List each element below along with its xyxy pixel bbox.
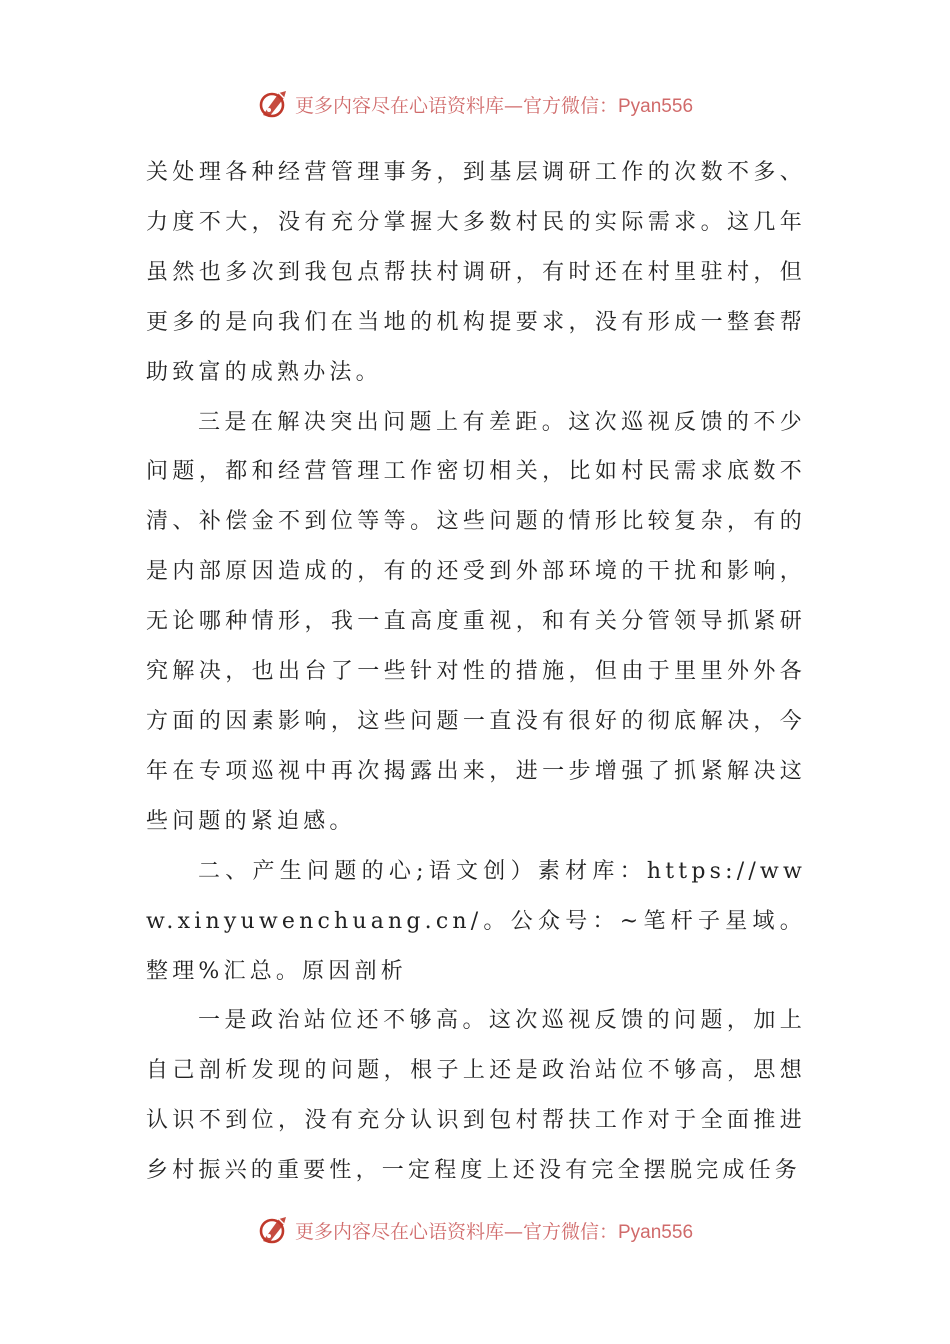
paragraph-1: 关处理各种经营管理事务，到基层调研工作的次数不多、力度不大，没有充分掌握大多数村民的实际需求。这几年虽然也多次到我包点帮扶村调研，有时还在村里驻村，但更多的是向我们在当地的机构提要求，没有形成一整套帮助致富的成熟办法。	[146, 160, 806, 385]
footer-wechat-id: Pyan556	[618, 1221, 694, 1243]
header-banner	[0, 84, 950, 124]
footer-banner-text	[295, 1217, 693, 1244]
header-banner-text	[295, 91, 693, 118]
header-text: 更多内容尽在心语资料库—官方微信：	[294, 94, 618, 117]
paragraph-2: 三是在解决突出问题上有差距。这次巡视反馈的不少问题，都和经营管理工作密切相关，比如村民需求底数不清、补偿金不到位等等。这些问题的情形比较复杂，有的是内部原因造成的，有的还受到外部环境的干扰和影响，无论哪种情形，我一直高度重视，和有关分管领导抓紧研究解决，也出台了一些针对性的措施，但由于里里外外各方面的因素影响，这些问题一直没有很好的彻底解决，今年在专项巡视中再次揭露出来，进一步增强了抓紧解决这些问题的紧迫感。	[146, 409, 806, 834]
header-wechat-id: Pyan556	[618, 95, 694, 117]
paragraph-3: 二、产生问题的心;语文创）素材库：https://www.xinyuwenchuang.cn/。公众号：~笔杆子星域。整理%汇总。原因剖析	[146, 858, 806, 984]
pen-nib-circle-icon	[257, 1213, 291, 1247]
document-body	[146, 148, 806, 1196]
pen-nib-circle-icon	[257, 87, 291, 121]
paragraph-4: 一是政治站位还不够高。这次巡视反馈的问题，加上自己剖析发现的问题，根子上还是政治站位不够高，思想认识不到位，没有充分认识到包村帮扶工作对于全面推进乡村振兴的重要性，一定程度上还没有完全摆脱完成任务	[146, 1008, 806, 1184]
footer-banner	[0, 1210, 950, 1250]
footer-text: 更多内容尽在心语资料库—官方微信：	[294, 1220, 618, 1243]
